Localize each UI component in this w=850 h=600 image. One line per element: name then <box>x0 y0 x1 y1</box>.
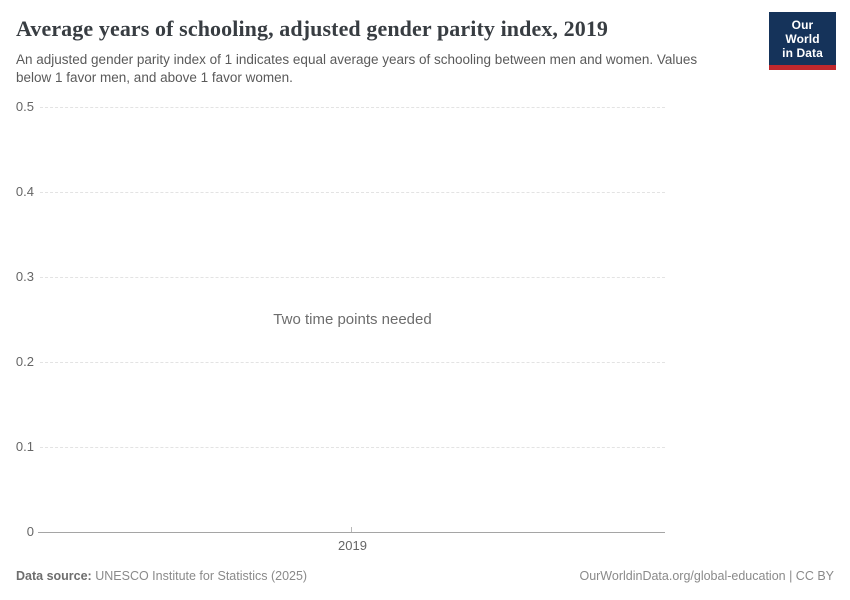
owid-logo-line1: Our World <box>785 18 820 46</box>
y-axis-tick-label: 0.5 <box>15 99 34 114</box>
y-axis-tick-label: 0.3 <box>15 269 34 284</box>
chart-subtitle: An adjusted gender parity index of 1 indicates equal average years of schooling between men and women. Values below 1 favor men, and above 1 favor women. <box>16 52 698 85</box>
x-axis-tick-label: 2019 <box>338 538 367 553</box>
gridline-0-3 <box>40 277 665 278</box>
y-axis-tick-label: 0 <box>26 524 34 539</box>
gridline-0-4 <box>40 192 665 193</box>
gridline-0-2 <box>40 362 665 363</box>
owid-logo-line2: in Data <box>782 46 823 60</box>
x-axis-tick-mark <box>351 527 352 532</box>
x-axis-line <box>38 532 665 533</box>
license-credit: OurWorldinData.org/global-education | CC BY <box>579 569 834 583</box>
data-source-label: Data source: <box>16 569 92 583</box>
y-axis-tick-label: 0.1 <box>15 439 34 454</box>
y-axis-tick-label: 0.2 <box>15 354 34 369</box>
data-source <box>16 569 307 583</box>
gridline-0-5 <box>40 107 665 108</box>
gridline-0-1 <box>40 447 665 448</box>
chart-title: Average years of schooling, adjusted gender parity index, 2019 <box>16 16 609 41</box>
chart-footer <box>16 569 834 583</box>
y-axis-tick-label: 0.4 <box>15 184 34 199</box>
data-source-value: UNESCO Institute for Statistics (2025) <box>95 569 308 583</box>
empty-chart-message: Two time points needed <box>273 311 432 328</box>
